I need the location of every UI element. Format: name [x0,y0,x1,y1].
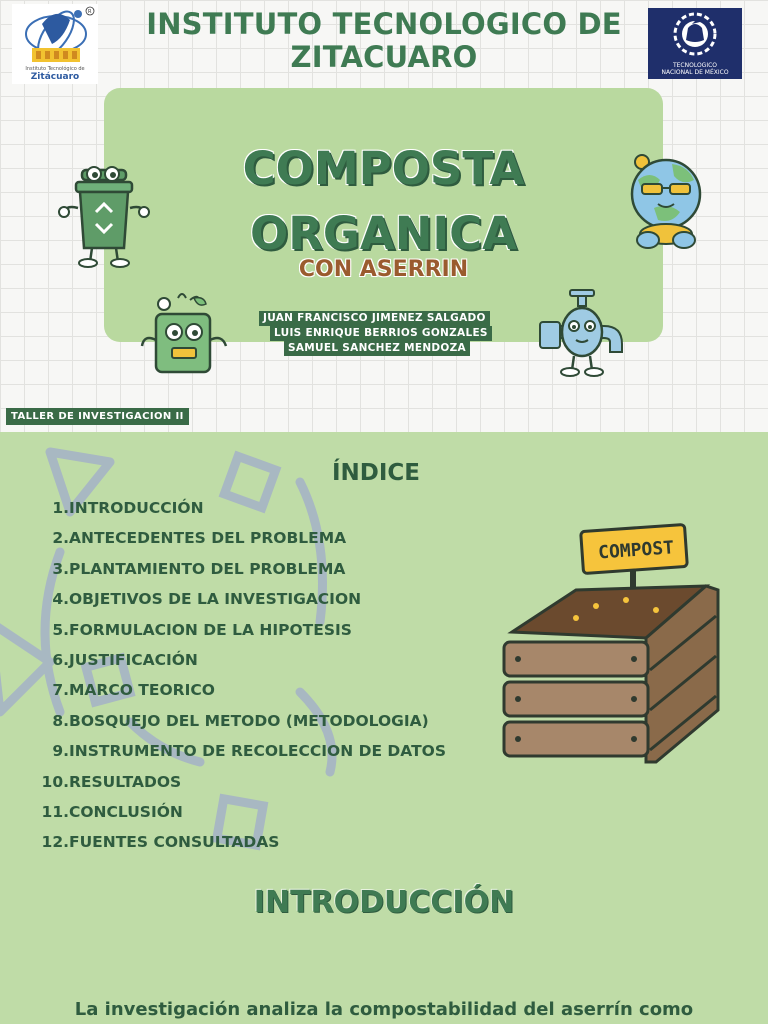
institution-title [120,8,648,74]
institution-title-line2: ZITACUARO [290,40,478,74]
list-item [36,523,446,553]
list-item-number: 7. [52,681,69,700]
list-item-number: 10. [41,772,69,791]
list-item-number: 6. [52,650,69,669]
tecnm-emblem-icon [648,8,742,60]
list-item-label: RESULTADOS [69,772,182,791]
introduction-title: INTRODUCCIÓN [253,885,515,920]
subtitle: CON ASERRIN [298,257,469,282]
author-name: SAMUEL SANCHEZ MENDOZA [284,341,470,356]
list-item-number: 2. [52,529,69,548]
list-item-label: JUSTIFICACIÓN [69,650,198,669]
list-item-label: BOSQUEJO DEL METODO (METODOLOGIA) [69,711,429,730]
list-item-number: 11. [41,802,69,821]
index-list [36,493,446,858]
list-item-label: ANTECEDENTES DEL PROBLEMA [69,529,347,548]
itz-logo [12,4,98,84]
list-item-label: OBJETIVOS DE LA INVESTIGACION [69,590,362,609]
list-item-label: INTRODUCCIÓN [69,499,204,517]
list-item-number: 5. [52,620,69,639]
author-name: LUIS ENRIQUE BERRIOS GONZALES [270,326,492,341]
institution-title-line1: INSTITUTO TECNOLOGICO DE [146,7,622,41]
list-item-number: 8. [52,711,69,730]
list-item [36,797,446,827]
faucet-character-icon [536,286,628,378]
list-item-label: FORMULACION DE LA HIPOTESIS [69,620,352,639]
list-item-label: PLANTAMIENTO DEL PROBLEMA [69,559,346,578]
list-item [36,736,446,766]
itz-logo-name: Zitácuaro [30,72,80,82]
svg-text:R: R [88,9,92,15]
list-item-number: 4. [52,590,69,609]
tecnm-logo-line1: TECNOLOGICO [672,62,718,69]
list-item [36,645,446,675]
plant-robot-character-icon [138,290,230,378]
main-title-line2: ORGANICA [250,207,517,260]
list-item-label: INSTRUMENTO DE RECOLECCION DE DATOS [69,742,447,761]
tecnm-logo-text [648,62,742,76]
tecnm-logo-line2: NACIONAL DE MÉXICO [661,69,729,76]
list-item-label: CONCLUSIÓN [69,802,183,821]
author-name: JUAN FRANCISCO JIMENEZ SALGADO [259,311,490,326]
introduction-text: La investigación analiza la compostabilidad del aserrín como [74,999,694,1020]
list-item-label: MARCO TEORICO [69,681,215,700]
list-item-label: FUENTES CONSULTADAS [69,833,280,852]
index-title: ÍNDICE [331,460,421,486]
earth-character-icon [624,150,708,254]
main-title-line1: COMPOSTA [242,142,525,195]
list-item-number: 9. [52,742,69,761]
list-item [36,493,446,523]
list-item [36,767,446,797]
list-item [36,675,446,705]
compost-box-illustration [496,520,726,770]
list-item [36,554,446,584]
course-badge: TALLER DE INVESTIGACION II [6,408,189,425]
list-item-number: 1. [52,499,69,517]
list-item-number: 12. [41,833,69,852]
list-item [36,584,446,614]
itz-logo-caption: Instituto Tecnológico de [25,66,85,72]
cover-section [0,0,768,432]
list-item [36,615,446,645]
list-item-number: 3. [52,559,69,578]
tecnm-logo [648,8,742,79]
recycle-bin-character-icon [56,164,152,268]
list-item [36,706,446,736]
list-item [36,827,446,857]
compost-sign-label: COMPOST [597,537,675,564]
